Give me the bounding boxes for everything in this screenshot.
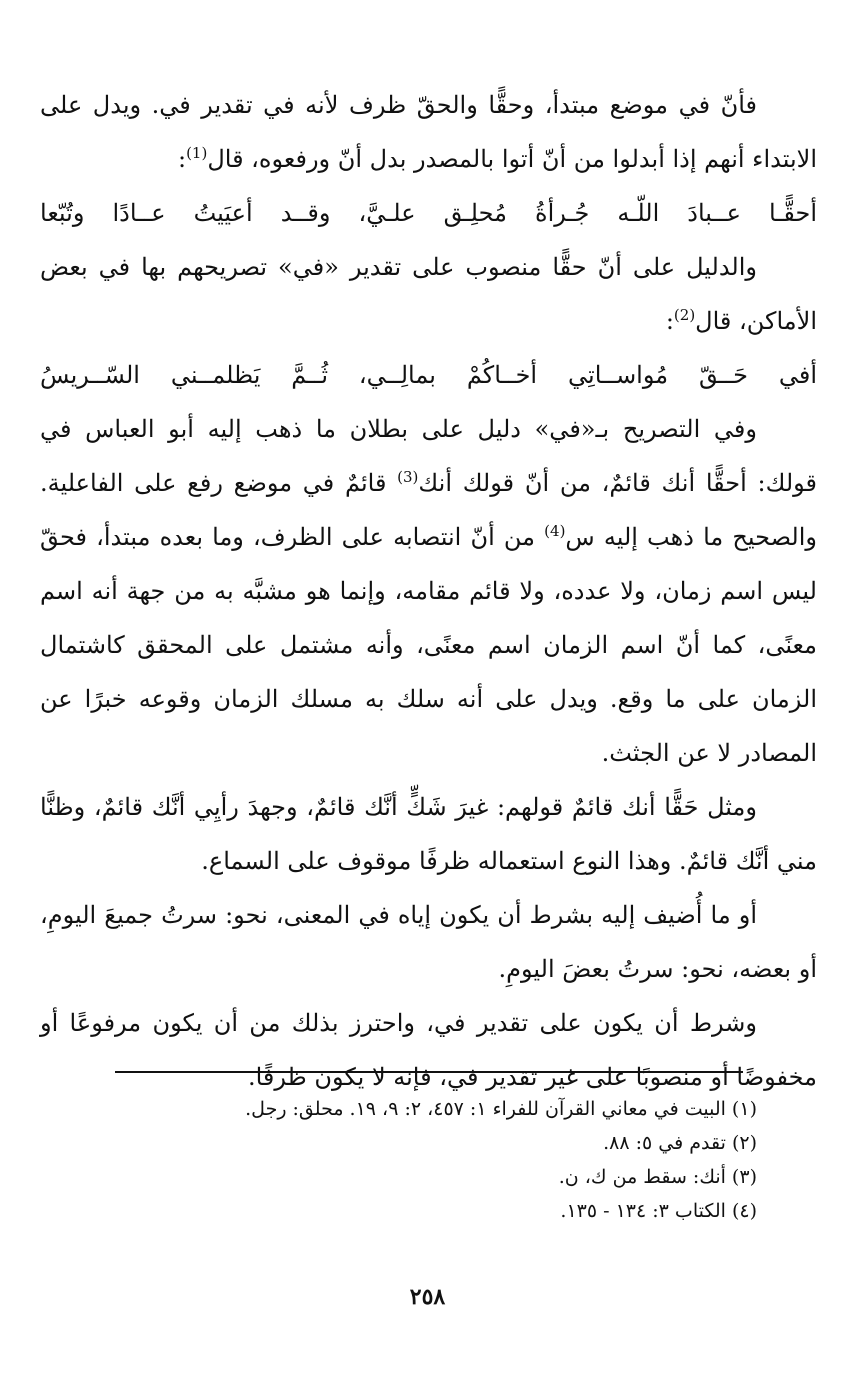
paragraph-3-tail: من أنّ انتصابه على الظرف، وما بعده مبتدأ، فحقّ ليس اسم زمان، ولا عدده، ولا قائم مقامه، وإنما هو مشبَّه به من جهة أنه اسم معنًى، كما أنّ اسم الزمان اسم معنًى، وأنه مشتمل على المحقق كاشتمال الزمان على ما وقع. ويدل على أنه سلك به مسلك الزمان وقوعه خبرًا عن المصادر لا عن الجثث. [40,523,818,767]
paragraph-1-text: فأنّ في موضع مبتدأ، وحقًّا والحقّ ظرف لأنه في تقدير في. ويدل على الابتداء أنهم إذا أبدلوا من أنّ أتوا بالمصدر بدل أنّ ورفعوه، قال [40,91,817,173]
paragraph-3 [40,402,817,780]
paragraph-2-tail: : [665,307,674,335]
paragraph-1-tail: : [177,145,187,173]
paragraph-3-middle: قائمٌ في موضع رفع على الفاعلية. والصحيح ما ذهب إليه س [40,469,818,551]
footnote-3: (٣) أنك: سقط من ك، ن. [558,1166,757,1188]
footnote-mark-2: (2) [673,306,696,324]
paragraph-1 [40,78,817,186]
paragraph-2-text: والدليل على أنّ حقًّا منصوب على تقدير «في» تصريحهم بها في بعض الأماكن، قال [40,253,817,335]
page-number: ٢٥٨ [409,1284,446,1310]
footnote-separator [115,1071,743,1073]
footnote-4: (٤) الكتاب ٣: ١٣٤ - ١٣٥. [560,1200,757,1222]
paragraph-3-text: وفي التصريح بـ«في» دليل على بطلان ما ذهب إليه أبو العباس في قولك: أحقًّا أنك قائمٌ، من أنّ قولك أنك [40,415,818,497]
verse-1: أحقًّـا عــبادَ اللّـه جُـرأةُ مُحلِـق علـيَّ، وقــد أعيَيتُ عــادًا وتُبّعا [40,199,817,227]
footnote-mark-3: (3) [397,468,419,486]
verse-2: أفي حَــقّ مُواســاتِي أخــاكُمْ بمالِــي، ثُــمَّ يَظلمــني السّــريسُ [40,361,817,389]
footnotes-list [60,1092,757,1228]
paragraph-6: وشرط أن يكون على تقدير في، واحترز بذلك من أن يكون مرفوعًا أو مخفوضًا أو منصوبًا على غير تقدير في، فإنه لا يكون ظرفًا. [40,1009,817,1091]
main-text [40,78,817,1104]
footnote-mark-4: (4) [544,522,566,540]
footnote-1: (١) البيت في معاني القرآن للفراء ١: ٤٥٧، ٢: ٩، ١٩. محلق: رجل. [245,1098,757,1120]
paragraph-5: أو ما أُضيف إليه بشرط أن يكون إياه في المعنى، نحو: سرتُ جميعَ اليومِ، أو بعضه، نحو: سرتُ بعضَ اليومِ. [40,901,817,983]
paragraph-2 [40,240,817,348]
paragraph-4: ومثل حَقًّا أنك قائمٌ قولهم: غيرَ شَكٍّ أنَّك قائمٌ، وجهدَ رأيِي أنَّك قائمٌ، وظنًّا مني أنَّك قائمٌ. وهذا النوع استعماله ظرفًا موقوف على السماع. [40,793,817,875]
footnote-2: (٢) تقدم في ٥: ٨٨. [603,1132,757,1154]
footnote-mark-1: (1) [186,144,208,162]
